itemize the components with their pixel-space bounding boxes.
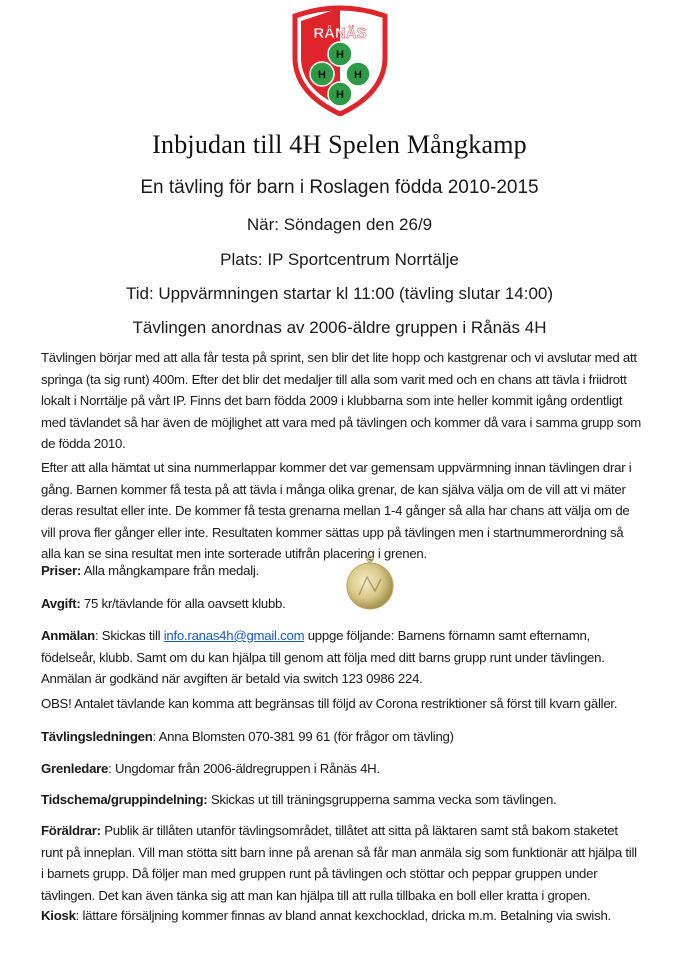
schedule-line xyxy=(41,789,641,811)
fee-label: Avgift: xyxy=(41,596,81,611)
logo-h-left: H xyxy=(318,69,326,81)
email-link[interactable]: info.ranas4h@gmail.com xyxy=(163,628,305,643)
event-leaders-line xyxy=(41,758,641,780)
kiosk-label: Kiosk xyxy=(41,908,76,923)
document-title: Inbjudan till 4H Spelen Mångkamp xyxy=(152,130,527,159)
event-date: När: Söndagen den 26/9 xyxy=(246,215,433,234)
registration-label: Anmälan xyxy=(41,628,95,643)
registration-post: uppge följande: Barnens förnamn samt efternamn, födelseår, klubb. Samt om du kan hjälpa till genom att följa med ditt barns grupp runt under tävlingen. Anmälan är godkänd när avgiften är betald via switch 123 0986 224. xyxy=(41,628,605,686)
subtitle: En tävling för barn i Roslagen födda 2010-2015 xyxy=(140,177,539,198)
schedule-text: Skickas ut till träningsgrupperna samma vecka som tävlingen. xyxy=(207,792,557,807)
event-location: Plats: IP Sportcentrum Norrtälje xyxy=(220,250,459,269)
logo-text: RÅNÄS xyxy=(313,25,367,42)
kiosk-text: : lättare försäljning kommer finnas av bland annat kexchocklad, dricka m.m. Betalning via swish. xyxy=(75,908,611,923)
intro-paragraph: Tävlingen börjar med att alla får testa på sprint, sen blir det lite hopp och kastgrenar och vi avslutar med att springa (ta sig runt) 400m. Efter det blir det medaljer till alla som varit med och en chans att tävla i friidrott lokalt i Norrtälje på vårt IP. Finns det barn födda 2009 i klubbarna som inte heller kommit igång ordentligt med tävlandet så har även de möjlighet att vara med på tävlingen och kommer då vara i samma grupp som de födda 2010. xyxy=(41,350,642,451)
kiosk-line xyxy=(41,905,641,927)
prizes-label: Priser: xyxy=(41,563,82,578)
leadership-label: Tävlingsledningen xyxy=(41,729,153,744)
logo-h-bottom: H xyxy=(336,89,344,101)
schedule-label: Tidschema/gruppindelning: xyxy=(41,792,208,807)
obs-note: OBS! Antalet tävlande kan komma att begränsas till följd av Corona restriktioner så först till kvarn gäller. xyxy=(41,696,618,711)
fee-text: 75 kr/tävlande för alla oavsett klubb. xyxy=(80,596,286,611)
leadership-text: : Anna Blomsten 070-381 99 61 (för frågor om tävling) xyxy=(152,729,454,744)
event-organizer: Tävlingen anordnas av 2006-äldre gruppen i Rånäs 4H xyxy=(132,318,547,337)
logo-h-right: H xyxy=(354,69,362,81)
ranas-4h-logo xyxy=(287,2,393,116)
medal-image xyxy=(345,555,395,611)
registration-paragraph xyxy=(41,625,641,690)
registration-pre: : Skickas till xyxy=(94,628,164,643)
event-leaders-text: : Ungdomar från 2006-äldregruppen i Rånäs 4H. xyxy=(108,761,380,776)
prizes-line xyxy=(41,560,641,582)
leadership-line xyxy=(41,726,641,748)
event-time: Tid: Uppvärmningen startar kl 11:00 (tävling slutar 14:00) xyxy=(125,284,554,303)
prizes-text: Alla mångkampare från medalj. xyxy=(81,563,259,578)
parents-paragraph xyxy=(41,820,641,906)
fee-line xyxy=(41,593,641,615)
event-leaders-label: Grenledare xyxy=(41,761,109,776)
parents-text: Publik är tillåten utanför tävlingsområdet, tillåtet att sitta på läktaren samt stå bakom staketet runt på inneplan. Vill man stötta sitt barn inne på arenan så får man anmäla sig som funktionär att hjälpa till i barnets grupp. Då följer man med gruppen runt på tävlingen och stöttar och peppar gruppen under tävlingen. Det kan även tänka sig att man kan hjälpa till att rulla tillbaka en boll eller kratta i gropen. xyxy=(41,823,637,903)
details-paragraph: Efter att alla hämtat ut sina nummerlappar kommer det var gemensam uppvärmning innan tävlingen drar i gång. Barnen kommer få testa på att tävla i många olika grenar, de kan själva välja om de vill att vi mäter deras resultat eller inte. De kommer få testa grenarna mellan 1-4 gånger så alla har chans att välja om de vill prova fler gånger eller inte. Resultaten kommer sättas upp på tävlingen men i startnummerordning så alla kan se sina resultat men inte sorterade utifrån placering i grenen. xyxy=(41,460,632,561)
parents-label: Föräldrar: xyxy=(41,823,101,838)
logo-h-top: H xyxy=(336,49,344,61)
